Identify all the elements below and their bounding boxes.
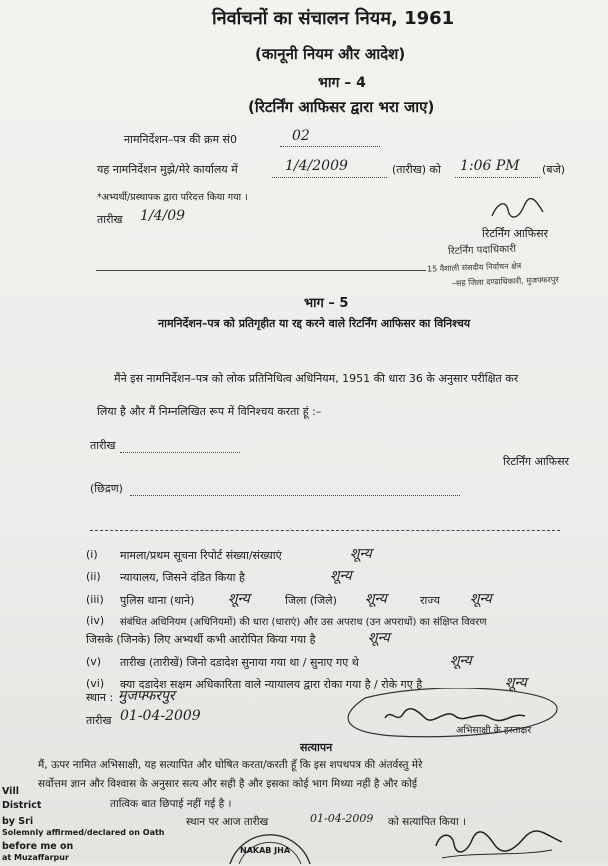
deponent-signature-loop (325, 688, 565, 748)
item-text: तारीख (तारीखें) जिनो दडादेश सुनाया गया था / सुनाए गए थे (120, 656, 359, 669)
verification-line3: तात्विक बात छिपाई नहीं गई है । (110, 798, 232, 810)
place-label: स्थान : (86, 691, 114, 704)
item-text: जिला (जिले) (285, 594, 337, 607)
notary-district: District (2, 800, 42, 811)
time-suffix: (बजे) (542, 163, 566, 176)
notary-place: at Muzaffarpur (2, 853, 69, 862)
officer-signature (488, 196, 548, 226)
seal-dotline (130, 495, 460, 496)
item-value: शून्य (450, 653, 472, 669)
place-value: मुजफ्फरपुर (118, 688, 175, 704)
item-value: शून्य (368, 630, 390, 646)
time-dotline (455, 177, 540, 178)
verification-date: 01-04-2009 (310, 812, 374, 825)
seal-label: (छिद्रण) (90, 482, 123, 495)
verification-signature (432, 822, 572, 862)
officer-stamp-line1: रिटर्निंग पदाधिकारी (447, 243, 517, 258)
footer-date-label: तारीख (86, 714, 112, 727)
verification-heading: सत्यापन (300, 741, 333, 754)
dashed-divider (90, 530, 560, 531)
officer-stamp-line3: –सह जिला दण्डाधिकारी, मुजफ्फरपुर (451, 275, 559, 288)
received-label: यह नामनिर्देशन मुझे/मेरे कार्यालय में (97, 163, 238, 176)
notary-before: before me on (2, 841, 74, 852)
serial-label: नामनिर्देशन–पत्र की क्रम सं0 (124, 133, 237, 146)
document-title: निर्वाचनों का संचालन नियम, 1961 (212, 8, 455, 29)
deponent-label: अभिसाक्षी के हस्ताक्षर (456, 725, 532, 736)
received-date: 1/4/2009 (285, 158, 348, 174)
verification-line2: सर्वोत्तम ज्ञान और विश्वास के अनुसार सत्य और सही है और इसका कोई भाग मिथ्या नहीं है और कोई (38, 778, 418, 790)
date-suffix: (तारीख) को (392, 163, 441, 176)
part5-heading: भाग – 5 (304, 296, 349, 311)
part4-subheading: (रिटर्निंग आफिसर द्वारा भरा जाए) (248, 98, 435, 116)
item-value: शून्य (228, 591, 250, 607)
item-text: क्या दडादेश सक्षम अधिकारिता वाले न्यायालय द्वारा रोका गया है / रोके गए है (120, 678, 423, 691)
part5-date-label: तारीख (90, 439, 116, 452)
verification-line4: स्थान पर आज तारीख (186, 816, 269, 828)
item-num: (iv) (86, 614, 105, 627)
item-num: (vi) (86, 677, 105, 690)
item-text: मामला/प्रथम सूचना रिपोर्ट संख्या/संख्याएं (120, 549, 282, 562)
part4-date-label: तारीख (97, 213, 123, 226)
officer-stamp-line2: 15 वैशाली संसदीय निर्वाचन क्षेत्र (426, 261, 522, 274)
item-value: शून्य (505, 675, 527, 691)
part5-subheading: नामनिर्देशन–पत्र को प्रतिगृहीत या रद्द करने वाले रिटर्निंग आफिसर का विनिश्चय (158, 317, 471, 330)
item-value: शून्य (365, 591, 387, 607)
verification-line1: मैं, ऊपर नामित अभिसाक्षी, यह सत्यापित और घोषित करता/करती हूँ कि इस शपथपत्र की अंतर्वस्तु मेरे (38, 759, 423, 771)
date-dotline (272, 177, 387, 178)
item-value: शून्य (350, 546, 372, 562)
part5-date-dotline (120, 452, 240, 453)
footer-date-value: 01-04-2009 (120, 708, 201, 724)
verification-line4-end: को सत्यापित किया । (388, 816, 466, 828)
part5-officer-label: रिटर्निंग आफिसर (503, 455, 570, 468)
item-value: शून्य (470, 591, 492, 607)
item-num: (ii) (86, 570, 101, 583)
presented-by: *अभ्यर्थी/प्रस्थापक द्वारा परिदत्त किया गया । (97, 192, 248, 203)
notary-by: by Sri (2, 816, 34, 827)
item-num: (i) (86, 548, 98, 561)
item-value: शून्य (330, 568, 352, 584)
part5-para-line1: मैंने इस नामनिर्देशन–पत्र को लोक प्रतिनिधित्व अधिनियम, 1951 की धारा 36 के अनुसार परीक्षित कर (114, 372, 519, 385)
item-text: जिसके (जिनके) लिए अभ्यर्थी कभी आरोपित किया गया है (86, 633, 316, 646)
document-subtitle: (कानूनी नियम और आदेश) (255, 45, 406, 63)
item-text: राज्य (420, 594, 441, 607)
item-text: न्यायालय, जिसने दंडित किया है (120, 571, 245, 584)
section-divider (96, 270, 426, 271)
item-num: (v) (86, 655, 102, 668)
notary-stamp-text: NAKAB JHA (240, 846, 291, 855)
serial-value: 02 (292, 128, 310, 144)
received-time: 1:06 PM (460, 158, 520, 174)
part4-date-value: 1/4/09 (140, 208, 186, 224)
item-text: संबंधित अधिनियम (अधिनियमों) की धारा (धाराएं) और उस अपराध (उन अपराधों) का संक्षिप्त विवरण (120, 617, 487, 628)
notary-vill: Vill (2, 786, 19, 797)
item-num: (iii) (86, 593, 104, 606)
serial-dotline (280, 146, 380, 147)
part4-heading: भाग – 4 (318, 75, 366, 91)
notary-affirmed: Solemnly affirmed/declared on Oath (2, 828, 165, 837)
part5-para-line2: लिया है और मैं निम्नलिखित रूप में विनिश्चय करता हूं :– (97, 405, 322, 418)
item-text: पुलिस थाना (थाने) (120, 594, 195, 607)
part4-officer-label: रिटर्निंग आफिसर (482, 227, 549, 240)
